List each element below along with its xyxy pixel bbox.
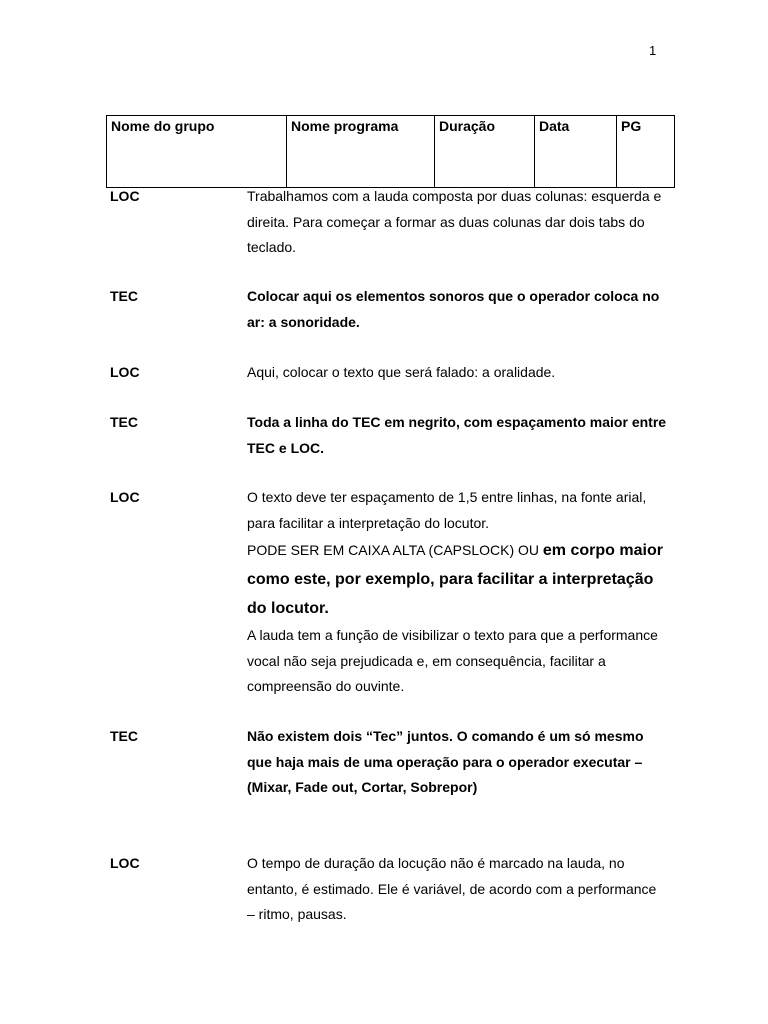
block-tag: TEC (110, 288, 138, 304)
header-row (107, 116, 675, 188)
block-paragraph (247, 536, 667, 623)
block-tag: LOC (110, 364, 140, 380)
block-paragraph: Colocar aqui os elementos sonoros que o operador coloca no ar: a sonoridade. (247, 288, 660, 330)
block-text (247, 485, 667, 700)
script-block (110, 851, 670, 928)
group-name-cell: Nome do grupo (107, 116, 287, 188)
block-paragraph: O tempo de duração da locução não é marcado na lauda, no entanto, é estimado. Ele é variável, de acordo com a performance – ritmo, pausas. (247, 855, 657, 922)
block-paragraph: Aqui, colocar o texto que será falado: a oralidade. (247, 364, 556, 380)
script-block (110, 724, 670, 801)
block-paragraph: Trabalhamos com a lauda composta por duas colunas: esquerda e direita. Para começar a formar as duas colunas dar dois tabs do teclado. (247, 188, 662, 255)
page-number: 1 (649, 43, 657, 58)
script-block (110, 284, 670, 335)
date-cell: Data (535, 116, 617, 188)
block-paragraph: Toda a linha do TEC em negrito, com espaçamento maior entre TEC e LOC. (247, 414, 667, 456)
large-text: em corpo maior como este, por exemplo, para facilitar a interpretação do locutor. (247, 542, 663, 617)
program-name-cell: Nome programa (287, 116, 435, 188)
block-text (247, 284, 667, 335)
script-block (110, 485, 670, 700)
block-text (247, 184, 667, 261)
block-text (247, 851, 667, 928)
block-text (247, 724, 667, 801)
block-tag: TEC (110, 728, 138, 744)
block-tag: LOC (110, 489, 140, 505)
script-block (110, 360, 670, 386)
block-text (247, 410, 667, 461)
script-block (110, 410, 670, 461)
header-table (106, 115, 675, 188)
page-cell: PG (617, 116, 675, 188)
script-block (110, 184, 670, 261)
caps-text: PODE SER EM CAIXA ALTA (CAPSLOCK) OU (247, 542, 540, 558)
block-paragraph: A lauda tem a função de visibilizar o texto para que a performance vocal não seja prejudicada e, em consequência, facilitar a compreensão do ouvinte. (247, 627, 658, 694)
block-text (247, 360, 667, 386)
block-tag: LOC (110, 188, 140, 204)
block-paragraph: O texto deve ter espaçamento de 1,5 entre linhas, na fonte arial, para facilitar a interpretação do locutor. (247, 489, 647, 531)
duration-cell: Duração (435, 116, 535, 188)
block-paragraph: Não existem dois “Tec” juntos. O comando é um só mesmo que haja mais de uma operação para o operador executar – (Mixar, Fade out, Cortar, Sobrepor) (247, 728, 644, 795)
block-tag: LOC (110, 855, 140, 871)
block-tag: TEC (110, 414, 138, 430)
